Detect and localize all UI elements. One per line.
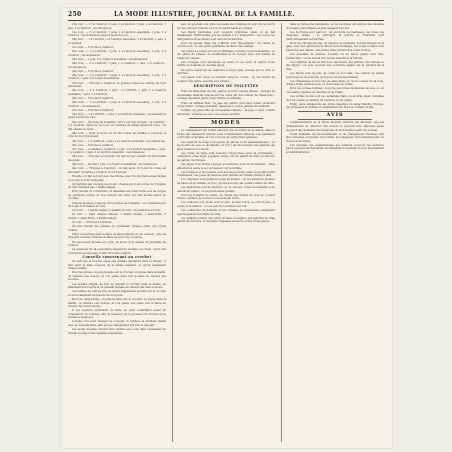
paragraph: Les mailles en l'air se font en jetant simplement la laine sur le crochet et en la ramenant au travers de la boucle.: [68, 290, 166, 297]
section-divider: [189, 118, 263, 119]
column-separator: [172, 23, 173, 442]
page-number: 250: [68, 11, 82, 18]
modes-article-text: [177, 129, 275, 224]
paragraph: Les tuniques et les paniers sont encore de mode, mais on les fait moins volumineux ; les jupes de dessous sont garnies de volants plissés à plat.: [177, 170, 275, 178]
paragraph: Les coiffures de bal se font avec des fleurs, des plumes, des rubans ou des bijoux ; on pose souvent une couronne légère sur le sommet de la tête.: [286, 60, 384, 71]
paragraph: On peut aussi la faire en coton, et alors on la double de percaline de couleur.: [68, 240, 166, 248]
paragraph: 3e tour. — Tricotez à l'endroit.: [72, 221, 113, 225]
paragraph: Robe de faille bleu de ciel, garnie de trois volants plissés ; tunique de mousseline blanche relevée sur les côtés par des nœuds de ruban bleu ; corsage décolleté garni d'une berthe de dentelle.: [177, 90, 275, 101]
paragraph: Les bijoux sont de jais, de corail ou d'or mat ; les colliers de perles sont toujours de très-bon goût pour les jeunes femmes.: [286, 72, 384, 79]
paragraph: 28e tour. — 2 à l'endroit, 1 jeté, 1 à l'endroit, 1 jeté, 2 à l'endroit ensemble, 1 jeté, 1 à l'endroit.: [68, 89, 166, 96]
paragraph: Pour les toilettes de visite, on choisit des étoffes de soie de couleur foncée, garnies de velours ou de dentelle noire.: [177, 193, 275, 201]
section-divider: [189, 127, 263, 128]
paragraph: Robe de taffetas lilas ; la jupe est garnie d'un haut volant surmonté d'une ruche ; corsage montant, manches à coudes garnies de dentelle.: [177, 101, 275, 109]
paragraph: Il est toujours préférable de faire un petit échantillon avant de commencer un ouvrage, afin de s'assurer de la grosseur du crochet et de la laine à employer.: [68, 309, 166, 320]
paragraph: Enfin, nous signalerons les jolies capelines de laine blanche tricotée, qui protègent la coiffure et garantissent du froid en sortant du bal.: [286, 102, 384, 110]
paragraph: Les mailles simples se font en piquant le crochet dans la maille, en ramenant une boucle et en passant la laine au travers des deux boucles.: [68, 282, 166, 290]
paragraph: Les chaussures de bal sont en satin blanc ou de la couleur de la robe, ornées d'une petite boucle ou d'un nœud de ruban.: [286, 79, 384, 87]
paragraph: 18e tour. — 17 à l'endroit, 1 jeté, 1 à l'endroit, 1 jeté, 2 à l'endroit, 1 jeté, 1 à l'endroit ; recommencez.: [68, 23, 166, 30]
header-rule: [68, 20, 384, 21]
column-separator: [281, 23, 282, 442]
paragraph: 38e tour. — Tricotez à l'endroit. On fait le tour suivant en intercalant des jetés.: [68, 155, 166, 163]
page-fold-shadow: [60, 8, 64, 448]
conseils-section-title: Conseils concernant au crochet: [82, 255, 152, 259]
paragraph: 31e tour. — Tricotez à l'endroit.: [72, 108, 114, 112]
journal-title: LA MODE ILLUSTRÉE, JOURNAL DE LA FAMILLE.: [114, 11, 295, 18]
paragraph: 29e tour. — Tricotez à l'endroit.: [72, 96, 114, 100]
right-column: [286, 23, 384, 442]
paragraph: 37e tour. — 2 mailles à l'endroit, 1 jeté, 3 à l'endroit ensemble, 1 jeté, 1 à l'endroit, 1 jeté, 3 à l'endroit ensemble ; recommencez.: [68, 147, 166, 155]
avis-notice-text: [286, 121, 384, 154]
paragraph: On porte beaucoup de ceintures à longs pans, nouées sur le côté ou derrière.: [177, 68, 275, 76]
paragraph: L'administration de la Mode illustrée informe ses abonnés, que les changements de direction des envois ne peuvent être effectués qu'au moyen d'une demande accompagnée de la dernière bande du journal.: [286, 121, 384, 132]
paragraph: Toute demande de renouvellement ou de changement d'adresse doit être adressée au bureau du journal, accompagnée d'un mandat-poste ou d'un bon sur Paris.: [286, 132, 384, 143]
paragraph: Les fourrures sont partout : on en borde les manteaux, les robes, les chapeaux même ; le petit-gris, la martre et l'hermine sont particulièrement recherchés.: [286, 30, 384, 41]
middle-column-top-text: [177, 23, 275, 83]
paragraph: Les chapeaux sont petits et posés en arrière ; on les garnit de plumes, de fleurs et de rubans, et l'on y ajoute souvent une petite voilette de tulle.: [177, 178, 275, 185]
middle-column: [177, 23, 275, 442]
paragraph: Les enfants portent des robes de laine écossaise, des paletots de drap garnis de fourrure, et de petits chapeaux de feutre ornés d'une plume.: [177, 216, 275, 224]
paragraph: 39e tour. — On fait 1 jeté, 2 à l'endroit ensemble ; recommencez.: [72, 163, 158, 167]
paragraph: Les corsages sont décolletés en carré ou en cœur, et garnis d'une berthe de dentelle ou de tulle plissé.: [177, 60, 275, 68]
paragraph: 19e tour. — 3 à l'endroit, 1 jeté, 2 à l'endroit ensemble, 1 jeté, 1 à l'endroit ; recommencez jusqu'à la fin du tour.: [68, 30, 166, 38]
paragraph: 36e tour. — Tricotez à l'endroit.: [72, 143, 114, 147]
paragraph: 24e tour. — 2 à l'endroit, 1 jeté, 1 à l'endroit, 1 jeté, 2 à l'endroit ; recommencez.: [68, 62, 166, 69]
paragraph: 32e tour. — 1 à l'endroit, 1 jeté, 2 à l'endroit ensemble ; recommencez jusqu'à la fin du tour.: [68, 112, 166, 120]
toilettes-description: [177, 90, 275, 116]
paragraph: Les robes de soirée se font en tarlatane, en tulle ou en mousseline ; on les garnit de plissés, de bouillonnés et de ruches, avec des nœuds de ruban de couleur.: [177, 49, 275, 60]
paragraph: Les robes de laine sont toujours très-portées pour la promenade : cachemire, drap léger, popeline, serge. On les garnit de biais de velours, de galons, de franges.: [177, 151, 275, 162]
paragraph: leur, et ajoutent une grâce nouvelle aux toilettes du soir. On les porte sur les cheveux relevés, et l'on en garnit aussi le corsage.: [177, 23, 275, 30]
paragraph: Le changement qui s'était annoncé dès le début de la saison, dans la forme des vêtements d'hiver, s'est complètement effectué. Les manteaux sont longs et amples, et l'on voit peu de confections ajustées.: [177, 129, 275, 140]
paragraph: 25e tour. — Tricotez à l'endroit.: [72, 69, 114, 73]
paragraph: Les paletots de drap sont garnis de galons et de passementeries ; on les double de soie ou de flanelle, et l'on y ajoute souvent une pèlerine qui peut s'enlever à volonté.: [177, 140, 275, 151]
avis-section-title: AVIS: [326, 112, 344, 119]
paragraph: 20e tour. — 1 à l'endroit, 3 à l'endroit ensemble, 1 à l'endroit, 1 jeté, 2 à l'endroit.: [68, 38, 166, 45]
paragraph: Pour les demi-brides, on jette la laine sur le crochet, on pique dans la maille, on ramène une boucle, et l'on passe une seule fois la laine au travers des trois boucles.: [68, 297, 166, 309]
paragraph: 33e tour. — En dessous 8 mailles, sur le 1er tour un jeté, 1 à l'endroit ; 1 à l'endroit. Après le 1er tour, on continue de même jusqu'à 8 tours ; on fait ensuite le bord.: [68, 120, 166, 131]
paragraph: Pour les soirées intimes, on porte des robes montantes en soie ou en cachemire, garnies de dentelle et de ruban.: [286, 87, 384, 94]
paragraph: Pour les toilettes de bal, on emploie la tarlatane, le tulle illusion et la gaze, avec des garnitures de fleurs et de feuillage. Les robes à traîne sont réservées aux dames ; les jeunes filles portent des robes rondes.: [286, 41, 384, 53]
paragraph: Chaque étoile se compose de 6 pointes de 5 mailles ; on commence par un rond de 6 mailles en l'air.: [68, 201, 166, 209]
paragraph: 23e tour. — 1 jeté, 2 à l'endroit ensemble ; recommencez.: [72, 57, 148, 61]
right-column-text: [286, 23, 384, 110]
paragraph: La grandeur de la couverture dépend du nombre de ronds ; pour une couverture de berceau, il faut 30 ronds environ.: [68, 248, 166, 255]
paragraph: Pour monter la couverture, on assemble les ronds entre eux au moyen de quelques points, et l'on remplit les vides par des étoiles faites au crochet.: [68, 190, 166, 201]
paragraph: 21e tour. — Tricotez à l'endroit.: [72, 46, 114, 50]
paragraph: Les manchons sont de fourrure ou de velours, ornés de dentelle et de nœuds de ruban ; on les porte assez grands.: [177, 186, 275, 193]
modes-section-title: MODES: [211, 119, 241, 126]
paragraph: Les gants sont longs et montent jusqu'au coude ; on les choisit de couleur très-claire, assortie à la toilette.: [177, 76, 275, 83]
paragraph: Cette couverture peut se faire en laine blanche ou de couleur ; elle est très-jolie en laine blanche doublée de soie rose ou bleue.: [68, 232, 166, 240]
paragraph: 35e tour. — 1 à l'endroit, 1 jeté, 2 à l'endroit ensemble ; recommencez.: [72, 139, 166, 143]
paragraph: Ensuite, on fait le bord avec des brides, que l'on doit faire assez lâches pour que le rond reste plat.: [68, 174, 166, 182]
paragraph: Les bouts de laine doivent être rentrés avec soin dans l'épaisseur du travail, à l'aide d'une aiguille à tapisserie.: [68, 328, 166, 335]
newspaper-page: [60, 8, 392, 448]
paragraph: dans la forme des vêtements, et les modistes ont adopté des modèles nouveaux, plus simples et plus élégants à la fois.: [286, 23, 384, 30]
paragraph: Les sorties de bal sont en cachemire blanc ou en drap léger, doublées de soie ouatée et garnies de fourrure ou de cygne.: [286, 95, 384, 102]
paragraph: Les couleurs à la mode sont le gris, le bleu foncé, le vert bronze, le prune et le marron ; on les associe volontiers au noir.: [177, 201, 275, 208]
paragraph: 2e tour. — Dans chaque anneau, 1 maille simple, 1 demi-bride, 3 brides, 1 demi-bride, 1 maille simple.: [68, 213, 166, 220]
paragraph: On sait que le crochet exige une grande régularité dans le travail ; il faut tenir la laine toujours de la même manière, et serrer également chaque maille.: [68, 260, 166, 271]
toilettes-section-title: DESCRIPTION DE TOILETTES: [193, 84, 259, 89]
paragraph: Lorsque l'on veut changer de couleur, on termine la dernière maille avec la nouvelle laine, afin que le changement soit net et régulier.: [68, 320, 166, 327]
paragraph: Pour les brides, on jette la laine sur le crochet, on pique dans la maille, on ramène une boucle, et l'on passe deux fois la laine au travers des boucles.: [68, 271, 166, 282]
paragraph: Les collerettes de dentelle et les cravates de mousseline complètent gracieusement la toilette de ville.: [177, 209, 275, 216]
paragraph: Pour les jeunes filles, les coiffures sont très-simples : un ruban de velours noir, ou une petite guirlande de fleurs des champs.: [177, 41, 275, 49]
paragraph: Les abonnés des départements qui désirent recevoir les numéros parus peuvent les demander en adressant le montant de leur abonnement à l'administration.: [286, 143, 384, 154]
paragraph: Les fleurs naturelles sont toujours préférées, mais on en fait maintenant d'artificielles qui les imitent à s'y méprendre ; les roses, les marguerites et les bluets sont surtout recherchés.: [177, 30, 275, 41]
paragraph: 26e tour. — 1 à l'endroit, 1 jeté, 2 à l'endroit ensemble, 1 jeté, 1 à l'endroit, 1 jeté, 2 à l'endroit ensemble.: [68, 73, 166, 81]
left-column: [68, 23, 166, 442]
paragraph: Toilette de jeune fille en mousseline blanche ; la jupe a deux volants festonnés ; écharpe de soie rose nouée derrière.: [177, 109, 275, 116]
paragraph: On fait ensuite les pointes en réunissant chaque étoile aux ronds voisins.: [68, 225, 166, 232]
paragraph: 30e tour. — 1 à l'endroit, 1 jeté, 3 à l'endroit ensemble, 1 jeté, 1 à l'endroit ; recommencez.: [68, 101, 166, 108]
paragraph: On termine par un rang de picots ; chaque picot est formé de 3 mailles en l'air, fermées par 1 maille simple.: [68, 182, 166, 190]
paragraph: Les éventails de plumes, d'écaille ou de nacre peinte sont très-recherchés ; on les choisit de couleur assortie à la toilette.: [286, 53, 384, 60]
paragraph: 34e tour. — Pour le bord, on tricote toutes les mailles à l'endroit, à côté du tour précédent.: [68, 131, 166, 139]
paragraph: 40e tour. — Tricotez à l'endroit ; on fait alors 10 tours de côtes, en alternant 2 mailles à l'endroit et 2 à l'envers.: [68, 167, 166, 174]
left-column-text: [68, 23, 166, 335]
paragraph: 1er tour. — 1 maille simple, 5 mailles en l'air ; recommencez 6 fois.: [72, 209, 161, 213]
paragraph: Les jupes sont moins longues qu'autrefois pour la promenade ; elles effleurent à peine le sol et laissent voir la bottine.: [177, 163, 275, 170]
paragraph: 27e tour. — Tricotez à l'endroit, et prenez toutes les mailles du tour précédent.: [68, 81, 166, 89]
paragraph: 22e tour. — 1 à l'endroit, 1 jeté, 1 à l'endroit ensemble, 1 jeté, 2 à l'endroit ; recommencez.: [68, 50, 166, 57]
